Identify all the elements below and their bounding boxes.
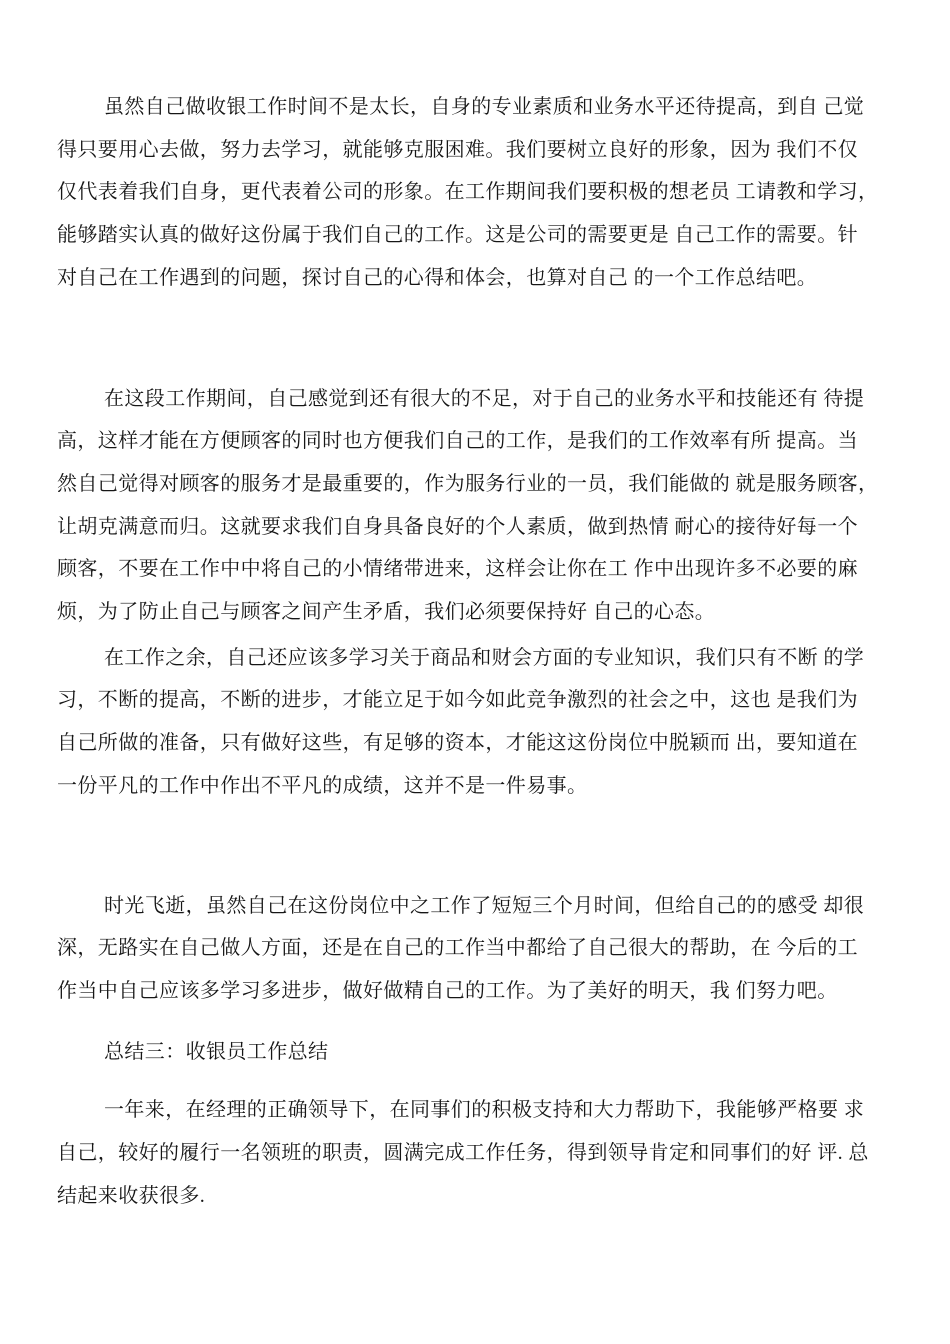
text-line: 让胡克满意而归。这就要求我们自身具备良好的个人素质，做到热情 耐心的接待好每一个 (57, 515, 858, 538)
section-heading-summary-three (57, 1031, 894, 1074)
text-line: 能够踏实认真的做好这份属于我们自己的工作。这是公司的需要更是 自己工作的需要。针 (57, 224, 858, 247)
text-line: 烦，为了防止自己与顾客之间产生矛盾，我们必须要保持好 自己的心态。 (57, 601, 716, 624)
text-line: 顾客，不要在工作中中将自己的小情绪带进来，这样会让你在工 作中出现许多不必要的麻 (57, 558, 858, 581)
text-line: 然自己觉得对顾客的服务才是最重要的，作为服务行业的一员，我们能做的 就是服务顾客， (57, 472, 879, 495)
paragraph-year-summary (57, 1089, 894, 1217)
text-line: 结起来收获很多. (57, 1184, 206, 1207)
paragraph-intro (57, 86, 894, 300)
text-line: 一份平凡的工作中作出不平凡的成绩，这并不是一件易事。 (57, 774, 588, 797)
text-line: 对自己在工作遇到的问题，探讨自己的心得和体会，也算对自己 的一个工作总结吧。 (57, 266, 818, 289)
heading-line: 总结三：收银员工作总结 (104, 1040, 329, 1063)
text-line: 在这段工作期间，自己感觉到还有很大的不足，对于自己的业务水平和技能还有 待提 (104, 387, 865, 410)
text-line: 虽然自己做收银工作时间不是太长，自身的专业素质和业务水平还待提高，到自 己觉 (104, 96, 865, 118)
text-line: 自己所做的准备，只有做好这些，有足够的资本，才能这这份岗位中脱颖而 出，要知道在 (57, 732, 858, 755)
text-line: 一年来，在经理的正确领导下，在同事们的积极支持和大力帮助下，我能够严格要 求 (104, 1099, 865, 1122)
paragraph-shortcomings (57, 378, 894, 634)
text-line: 高，这样才能在方便顾客的同时也方便我们自己的工作，是我们的工作效率有所 提高。当 (57, 430, 858, 453)
text-line: 得只要用心去做，努力去学习，就能够克服困难。我们要树立良好的形象，因为 我们不仅 (57, 138, 858, 161)
paragraph-time-flies (57, 885, 894, 1013)
text-line: 仅代表着我们自身，更代表着公司的形象。在工作期间我们要积极的想老员 工请教和学习， (57, 181, 879, 204)
text-line: 在工作之余，自己还应该多学习关于商品和财会方面的专业知识，我们只有不断 的学 (104, 646, 865, 669)
text-line: 深，无路实在自己做人方面，还是在自己的工作当中都给了自己很大的帮助，在 今后的工 (57, 937, 858, 960)
text-line: 习，不断的提高，不断的进步，才能立足于如今如此竞争激烈的社会之中，这也 是我们为 (57, 689, 858, 712)
text-line: 自己，较好的履行一名领班的职责，圆满完成工作任务，得到领导肯定和同事们的好 评. 总 (57, 1142, 869, 1165)
text-line: 时光飞逝，虽然自己在这份岗位中之工作了短短三个月时间，但给自己的的感受 却很 (104, 894, 865, 917)
text-line: 作当中自己应该多学习多进步，做好做精自己的工作。为了美好的明天，我 们努力吧。 (57, 979, 838, 1002)
paragraph-study (57, 637, 894, 808)
